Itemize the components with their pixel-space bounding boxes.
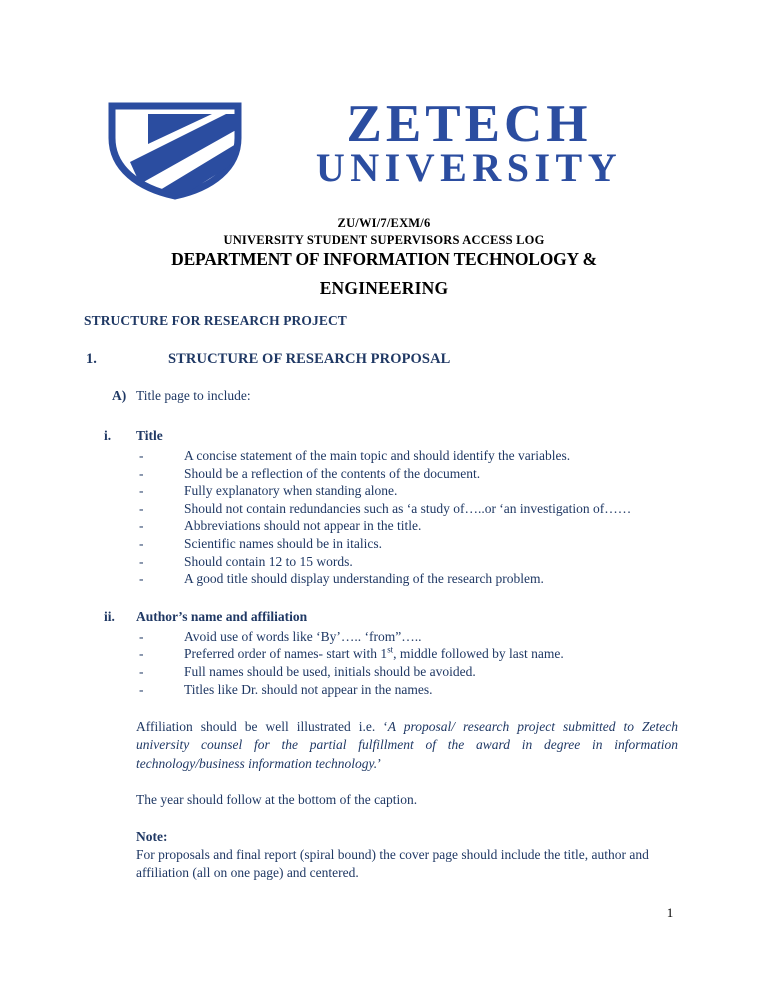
list-item (0, 681, 768, 699)
list-item-text-pre: Preferred order of names- start with 1 (184, 646, 388, 662)
roman-item-ii-label: Author’s name and affiliation (136, 608, 308, 624)
note-label: Note: (136, 828, 168, 844)
list-item (0, 553, 768, 571)
bullet-dash: - (139, 628, 144, 644)
list-item-text: Should be a reflection of the contents of the document. (184, 465, 481, 481)
list-item (0, 482, 768, 500)
sub-item-a-marker: A) (112, 388, 127, 403)
item-1-label: STRUCTURE OF RESEARCH PROPOSAL (168, 351, 451, 367)
title-bullet-list (0, 447, 768, 588)
sub-item-a (0, 388, 768, 407)
list-item (0, 645, 768, 663)
item-1-number: 1. (86, 351, 97, 367)
bullet-dash: - (139, 448, 144, 463)
list-item (0, 500, 768, 518)
list-item (0, 447, 768, 465)
bullet-dash: - (139, 483, 144, 499)
logo-wordmark (264, 95, 674, 190)
bullet-dash: - (139, 571, 144, 587)
numbered-item-1 (0, 351, 768, 370)
list-item-text: A good title should display understanding of the research problem. (184, 571, 544, 587)
roman-item-i-heading (0, 428, 768, 446)
list-item-text: Full names should be used, initials should be avoided. (184, 663, 476, 679)
roman-item-ii (0, 609, 768, 698)
bullet-dash: - (139, 553, 144, 569)
bullet-dash: - (139, 681, 144, 697)
affiliation-tail-text: ’ (377, 755, 382, 771)
list-item-text: Titles like Dr. should not appear in the names. (184, 681, 433, 697)
bullet-dash: - (139, 518, 144, 534)
bullet-dash: - (139, 535, 144, 551)
bullet-dash: - (139, 646, 144, 662)
list-item-text: Should not contain redundancies such as ‘a study of…..or ‘an investigation of…… (184, 500, 632, 516)
year-paragraph: The year should follow at the bottom of the caption. (136, 791, 418, 807)
list-item-text-post: , middle followed by last name. (393, 646, 564, 662)
list-item-text: Fully explanatory when standing alone. (184, 483, 398, 499)
list-item-text: Avoid use of words like ‘By’….. ‘from”….. (184, 628, 422, 644)
list-item-text: A concise statement of the main topic and should identify the variables. (184, 448, 571, 463)
author-bullet-list (0, 628, 768, 698)
department-title-line1: DEPARTMENT OF INFORMATION TECHNOLOGY & (171, 249, 597, 269)
sub-item-a-label: Title page to include: (136, 388, 251, 403)
section-heading-structure-for-research-project: STRUCTURE FOR RESEARCH PROJECT (84, 313, 347, 328)
affiliation-paragraph (136, 718, 678, 773)
document-code: ZU/WI/7/EXM/6 (337, 216, 431, 230)
list-item (0, 535, 768, 553)
list-item (0, 628, 768, 646)
roman-item-i-label: Title (136, 428, 163, 443)
logo-wordmark-university: UNIVERSITY (315, 145, 623, 190)
roman-item-i-marker: i. (104, 428, 112, 443)
roman-item-ii-marker: ii. (104, 608, 115, 624)
department-title-line2: ENGINEERING (319, 278, 449, 298)
zetech-university-logo (104, 95, 674, 200)
list-item-text: Should contain 12 to 15 words. (184, 553, 353, 569)
roman-item-ii-heading (0, 609, 768, 627)
bullet-dash: - (139, 465, 144, 481)
list-item (0, 570, 768, 588)
bullet-dash: - (139, 500, 144, 516)
affiliation-example-text: A proposal/ research project submitted to Zetech university counsel for the partial fulfillment of the award in degree in information technology/business information technology. (136, 719, 678, 771)
page-number-value: 1 (666, 905, 674, 920)
list-item (0, 465, 768, 483)
roman-item-i (0, 428, 768, 588)
zetech-shield-icon (104, 100, 246, 200)
list-item (0, 517, 768, 535)
list-item-text: Scientific names should be in italics. (184, 535, 382, 551)
list-item (0, 663, 768, 681)
bullet-dash: - (139, 663, 144, 679)
note-paragraph: For proposals and final report (spiral bound) the cover page should include the title, author and affiliation (all on one page) and centered. (136, 846, 649, 881)
page-number (0, 905, 768, 921)
list-item-text: Abbreviations should not appear in the title. (184, 518, 422, 534)
document-body (0, 306, 768, 882)
ordinal-suffix: st (387, 644, 394, 655)
document-subtitle: UNIVERSITY STUDENT SUPERVISORS ACCESS LOG (223, 233, 545, 247)
affiliation-lead-text: Affiliation should be well illustrated i.e. ‘ (136, 719, 388, 735)
logo-wordmark-zetech: ZETECH (346, 95, 592, 153)
